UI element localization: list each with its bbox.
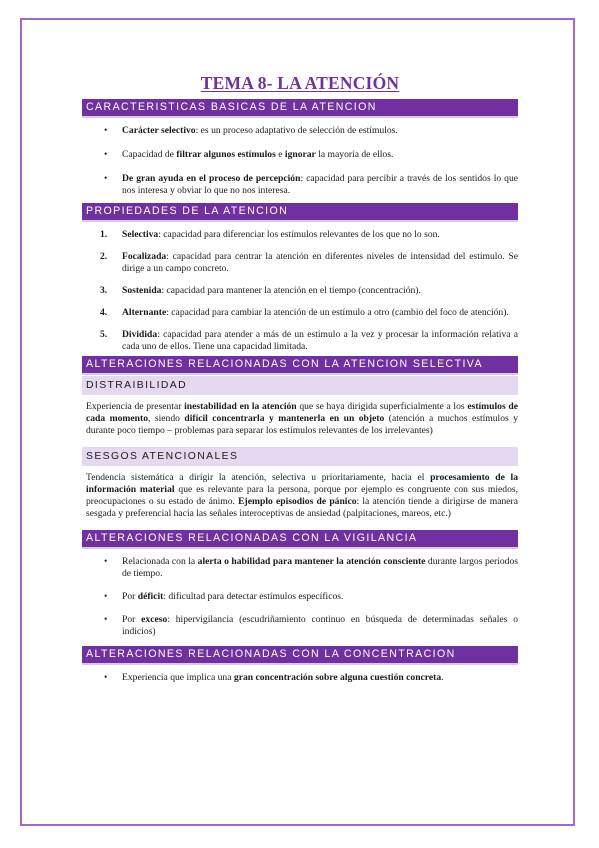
document-body <box>82 72 518 684</box>
text-run: Experiencia de presentar <box>86 401 185 412</box>
bullet-icon: • <box>104 614 108 625</box>
list-item <box>82 672 518 684</box>
section-heading-propiedades: PROPIEDADES DE LA ATENCION <box>82 203 518 222</box>
item-text <box>122 229 440 240</box>
bold-text: Ejemplo episodios de pánico <box>238 496 357 507</box>
bold-text: exceso <box>141 614 168 625</box>
item-text <box>122 307 509 318</box>
section-heading-basicas: CARACTERISTICAS BASICAS DE LA ATENCION <box>82 99 518 118</box>
bullet-icon: • <box>104 672 108 683</box>
text-run: Por <box>122 591 138 602</box>
text-run: : capacidad para percibir a través de los sentidos lo que nos interesa y obviar lo que no nos interesa. <box>122 173 519 196</box>
item-text <box>122 251 518 274</box>
list-item <box>82 229 518 241</box>
item-number: 2. <box>100 251 108 262</box>
item-text <box>122 149 393 160</box>
text-run: Por <box>122 614 142 625</box>
bold-text: difícil concentrarla y mantenerla en un objeto <box>184 413 385 424</box>
text-run: : dificultad para detectar estímulos específicos. <box>163 591 344 602</box>
item-number: 1. <box>100 229 108 240</box>
text-run: : la atención tiende a dirigirse de manera sesgada y preferencial hacia las señales interoceptivas de ansiedad (palpitaciones, mareos, etc.) <box>86 496 518 519</box>
item-text <box>122 672 444 683</box>
list-item <box>82 149 518 161</box>
text-run: : hipervigilancia (escudriñamiento continuo en búsqueda de determinadas señales o indicios) <box>122 614 519 637</box>
section-heading-vigilancia: ALTERACIONES RELACIONADAS CON LA VIGILANCIA <box>82 530 518 549</box>
bold-text: ignorar <box>284 149 316 160</box>
text-run: : es un proceso adaptativo de selección de estímulos. <box>195 125 398 136</box>
text-run: la mayoría de ellos. <box>315 149 394 160</box>
bold-text: déficit <box>137 591 164 602</box>
bold-text: filtrar algunos estímulos <box>176 149 276 160</box>
item-text <box>122 173 518 196</box>
basicas-list <box>82 125 518 197</box>
bullet-icon: • <box>104 173 108 184</box>
text-run: : capacidad para atender a más de un estímulo a la vez y procesar la información relativa a cada uno de ellos. Tiene una capacidad limitada. <box>122 329 518 352</box>
bold-text: procesamiento de la información material <box>86 472 518 495</box>
text-run: Relacionada con la <box>122 556 198 567</box>
bold-text: Alternante <box>122 307 167 318</box>
list-item <box>82 614 518 638</box>
bold-text: Selectiva <box>122 229 159 240</box>
item-text <box>122 329 518 352</box>
bold-text: De gran ayuda en el proceso de percepción <box>122 173 301 184</box>
item-text <box>122 556 518 579</box>
bullet-icon: • <box>104 125 108 136</box>
text-run: . <box>441 672 444 683</box>
text-run: : capacidad para mantener la atención en el tiempo (concentración). <box>161 285 421 296</box>
text-run: que se haya dirigida superficialmente a los <box>296 401 468 412</box>
text-run: : capacidad para centrar la atención en diferentes niveles de intensidad del estímulo. Se dirige a un campo concreto. <box>122 251 518 274</box>
bold-text: Dividida <box>122 329 158 340</box>
text-run: Experiencia que implica una <box>122 672 234 683</box>
bold-text: inestabilidad en la atención <box>184 401 297 412</box>
list-item <box>82 307 518 319</box>
section-heading-concentracion: ALTERACIONES RELACIONADAS CON LA CONCENTRACION <box>82 646 518 665</box>
text-run: , siendo <box>148 413 185 424</box>
bold-text: Sostenida <box>122 285 162 296</box>
item-number: 5. <box>100 329 108 340</box>
text-run: (atención a muchos estímulos y durante poco tiempo – problemas para separar los estímulos relevantes de los irrelevantes) <box>86 413 518 436</box>
list-item <box>82 173 518 197</box>
item-number: 3. <box>100 285 108 296</box>
text-run: : capacidad para cambiar la atención de un estímulo a otro (cambio del foco de atención). <box>166 307 509 318</box>
item-text <box>122 591 343 602</box>
text-run: : capacidad para diferenciar los estímulos relevantes de los que no lo son. <box>158 229 440 240</box>
item-number: 4. <box>100 307 108 318</box>
bullet-icon: • <box>104 149 108 160</box>
subsection-heading-sesgos: SESGOS ATENCIONALES <box>82 447 518 466</box>
list-item <box>82 329 518 353</box>
bold-text: Carácter selectivo <box>122 125 196 136</box>
list-item <box>82 285 518 297</box>
bold-text: estímulos de cada momento <box>86 401 518 424</box>
distraibilidad-text <box>82 401 518 437</box>
text-run: que es relevante para la persona, porque por ejemplo es congruente con sus miedos, preocupaciones o su estado de ánimo. <box>86 484 518 507</box>
subsection-heading-distraibilidad: DISTRAIBILIDAD <box>82 376 518 395</box>
list-item <box>82 125 518 137</box>
list-item <box>82 251 518 275</box>
item-text <box>122 285 421 296</box>
list-item <box>82 591 518 603</box>
concentracion-list <box>82 672 518 684</box>
bold-text: Focalizada <box>122 251 167 262</box>
list-item <box>82 556 518 580</box>
text-run: Capacidad de <box>122 149 177 160</box>
section-heading-selectiva: ALTERACIONES RELACIONADAS CON LA ATENCION SELECTIVA <box>82 356 518 375</box>
item-text <box>122 125 398 136</box>
bold-text: gran concentración sobre alguna cuestión concreta <box>233 672 442 683</box>
propiedades-list <box>82 229 518 353</box>
page-title: TEMA 8- LA ATENCIÓN <box>200 73 400 93</box>
text-run: durante largos periodos de tiempo. <box>122 556 518 579</box>
bullet-icon: • <box>104 556 108 567</box>
text-run: Tendencia sistemática a dirigir la atención, selectiva u prioritariamente, hacia el <box>86 472 431 483</box>
vigilancia-list <box>82 556 518 638</box>
item-text <box>122 614 518 637</box>
bullet-icon: • <box>104 591 108 602</box>
text-run: e <box>275 149 285 160</box>
bold-text: alerta o habilidad para mantener la atención consciente <box>197 556 426 567</box>
sesgos-text <box>82 472 518 520</box>
